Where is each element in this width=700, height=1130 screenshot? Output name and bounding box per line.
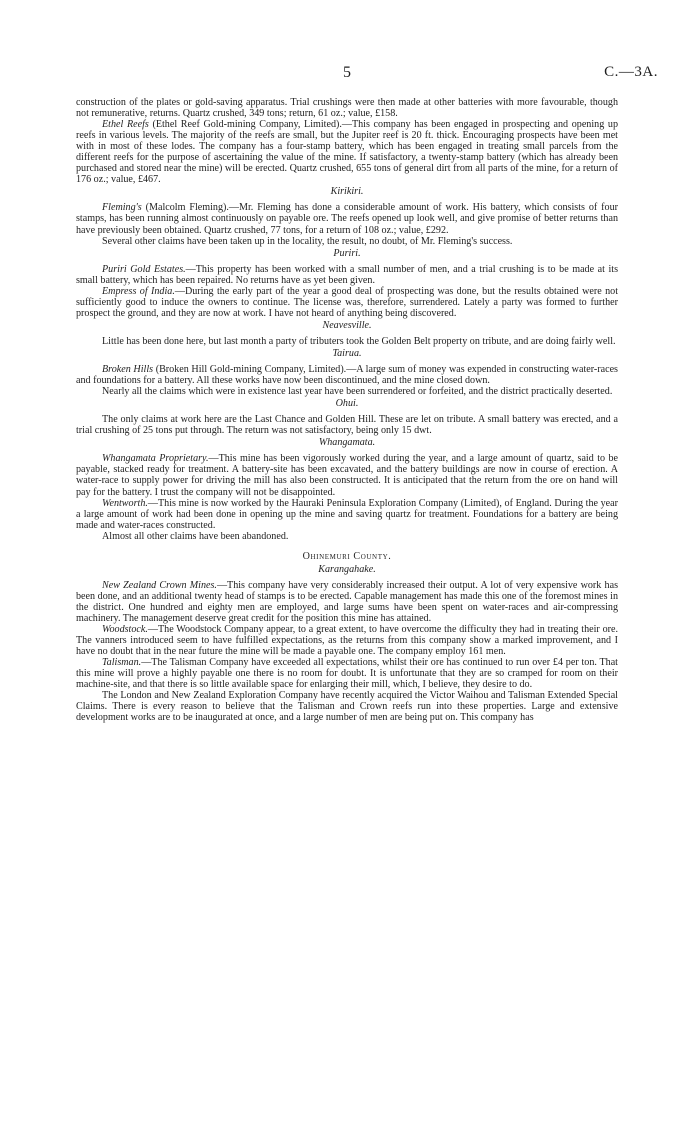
paragraph bbox=[76, 336, 618, 347]
paragraph-lead: Fleming's bbox=[102, 202, 142, 214]
section-heading: Ohui. bbox=[335, 398, 359, 410]
county-heading: Ohinemuri County. bbox=[302, 550, 392, 562]
paragraph bbox=[76, 453, 618, 497]
paragraph bbox=[76, 414, 618, 436]
paragraph bbox=[76, 657, 618, 690]
paragraph bbox=[76, 690, 618, 723]
paragraph bbox=[76, 580, 618, 624]
paragraph-text: —This mine is now worked by the Hauraki Peninsula Exploration Company (Limited), of England. During the year a large amount of work had been done in opening up the mine and saving quartz for treatment. Foundations for a battery are being made and water-races constructed. bbox=[76, 497, 618, 531]
paragraph-text: —During the early part of the year a good deal of prospecting was done, but the results obtained were not sufficiently good to induce the owners to continue. The license was, therefore, surrendered. Lately a party was formed to further prospect the ground, and they are now at work. I have not heard of anything being discovered. bbox=[76, 285, 618, 319]
report-body bbox=[76, 97, 618, 723]
section-heading: Karangahake. bbox=[318, 563, 376, 575]
paragraph-lead: Whangamata Proprietary. bbox=[102, 453, 209, 465]
paragraph-text: —The Talisman Company have exceeded all expectations, whilst their ore has continued to run over £4 per ton. That this mine will prove a highly payable one there is no room for doubt. It is unfortunate that they are so cramped for room on their machine-site, and that there is so little available space for enlarging their mill, which, I believe, they desire to do. bbox=[76, 657, 618, 691]
paragraph bbox=[76, 624, 618, 657]
document-code: C.—3A. bbox=[604, 64, 658, 80]
paragraph bbox=[76, 498, 618, 531]
paragraph-text: —This mine has been vigorously worked during the year, and a large amount of quartz, said to be payable, stacked ready for treatment. A battery-site has been excavated, and the battery buildings are now in course of erection. A water-race to supply power for driving the mill has also been constructed. It is anticipated that the return from the ore on hand will pay for the battery. I trust the company will not be disappointed. bbox=[76, 453, 618, 498]
paragraph-lead: Wentworth. bbox=[102, 497, 148, 509]
paragraph bbox=[76, 286, 618, 319]
paragraph bbox=[76, 264, 618, 286]
paragraph-text: Nearly all the claims which were in existence last year have been surrendered or forfeited, and the district practically deserted. bbox=[102, 386, 613, 398]
paragraph-lead: Broken Hills bbox=[102, 364, 154, 376]
paragraph bbox=[76, 119, 618, 185]
paragraph-lead: Puriri Gold Estates. bbox=[102, 263, 186, 275]
paragraph-text: Little has been done here, but last month a party of tributers took the Golden Belt property on tribute, and are doing fairly well. bbox=[102, 335, 616, 347]
paragraph-text: Several other claims have been taken up in the locality, the result, no doubt, of Mr. Fleming's success. bbox=[102, 235, 513, 247]
paragraph bbox=[76, 386, 618, 397]
section-heading: Whangamata. bbox=[318, 437, 376, 449]
section-heading: Kirikiri. bbox=[330, 186, 364, 198]
page-number: 5 bbox=[343, 64, 351, 81]
paragraph-text: Almost all other claims have been abandoned. bbox=[102, 530, 289, 542]
paragraph-text: —This company have very considerably increased their output. A lot of very expensive work has been done, and an additional twenty head of stamps is to be erected. Capable management has made this one of the foremost mines in the district. One hundred and eighty men are employed, and large sums have been spent on water-races and air-compressing machinery. The management deserve great credit for the position this mine has attained. bbox=[76, 579, 618, 624]
section-heading: Puriri. bbox=[333, 247, 361, 259]
paragraph-lead: Ethel Reefs bbox=[102, 119, 149, 131]
paragraph bbox=[76, 97, 618, 119]
section-heading: Neavesville. bbox=[322, 319, 372, 331]
paragraph-lead: Empress of India. bbox=[102, 285, 175, 297]
paragraph-text: construction of the plates or gold-saving apparatus. Trial crushings were then made at other batteries with more favourable, though not remunerative, returns. Quartz crushed, 349 tons; return, 61 oz.; value, £158. bbox=[76, 97, 618, 120]
paragraph-text: (Broken Hill Gold-mining Company, Limited).—A large sum of money was expended in constructing water-races and foundations for a battery. All these works have now been discontinued, and the mine closed down. bbox=[76, 364, 618, 387]
paragraph-text: The London and New Zealand Exploration Company have recently acquired the Victor Waihou and Talisman Extended Special Claims. There is every reason to believe that the Talisman and Crown reefs run into these properties. Large and extensive development works are to be inaugurated at once, and a large number of men are being put on. This company has bbox=[76, 690, 618, 724]
paragraph-lead: Woodstock. bbox=[102, 624, 148, 636]
paragraph-text: —The Woodstock Company appear, to a great extent, to have overcome the difficulty they had in treating their ore. The vanners introduced seem to have fulfilled expectations, as the returns from this company show a marked improvement, and I have no doubt that in the near future the mine will be made a payable one. The company employ 161 men. bbox=[76, 624, 618, 658]
paragraph-lead: Talisman. bbox=[102, 657, 142, 669]
paragraph-text: (Malcolm Fleming).—Mr. Fleming has done a considerable amount of work. His battery, which consists of four stamps, has been running almost continuously on payable ore. The reefs opened up look well, and give promise of better returns than have previously been obtained. Quartz crushed, 77 tons, for a return of 108 oz.; value, £292. bbox=[76, 202, 618, 236]
paragraph bbox=[76, 531, 618, 542]
paragraph bbox=[76, 236, 618, 247]
paragraph-text: (Ethel Reef Gold-mining Company, Limited).—This company has been engaged in prospecting and opening up reefs in various levels. The majority of the reefs are small, but the Jupiter reef is 20 ft. thick. Encouraging prospects have been met with in most of these lodes. The company has a four-stamp battery, which has been engaged in treating small parcels from the different reefs for the purpose of ascertaining the value of the mine. If satisfactory, a twenty-stamp battery (which has already been purchased and stored near the mine) will be erected. Quartz crushed, 655 tons of general dirt from all parts of the mine, for a return of 176 oz.; value, £467. bbox=[76, 119, 618, 186]
paragraph-lead: New Zealand Crown Mines. bbox=[102, 579, 217, 591]
paragraph bbox=[76, 364, 618, 386]
paragraph-text: The only claims at work here are the Last Chance and Golden Hill. These are let on tribute. A small battery was erected, and a trial crushing of 25 tons put through. The return was not satisfactory, being only 15 dwt. bbox=[76, 414, 618, 437]
section-heading: Tairua. bbox=[332, 347, 362, 359]
paragraph bbox=[76, 202, 618, 235]
paragraph-text: —This property has been worked with a small number of men, and a trial crushing is to be made at its small battery, which has been repaired. No returns have as yet been given. bbox=[76, 263, 619, 286]
